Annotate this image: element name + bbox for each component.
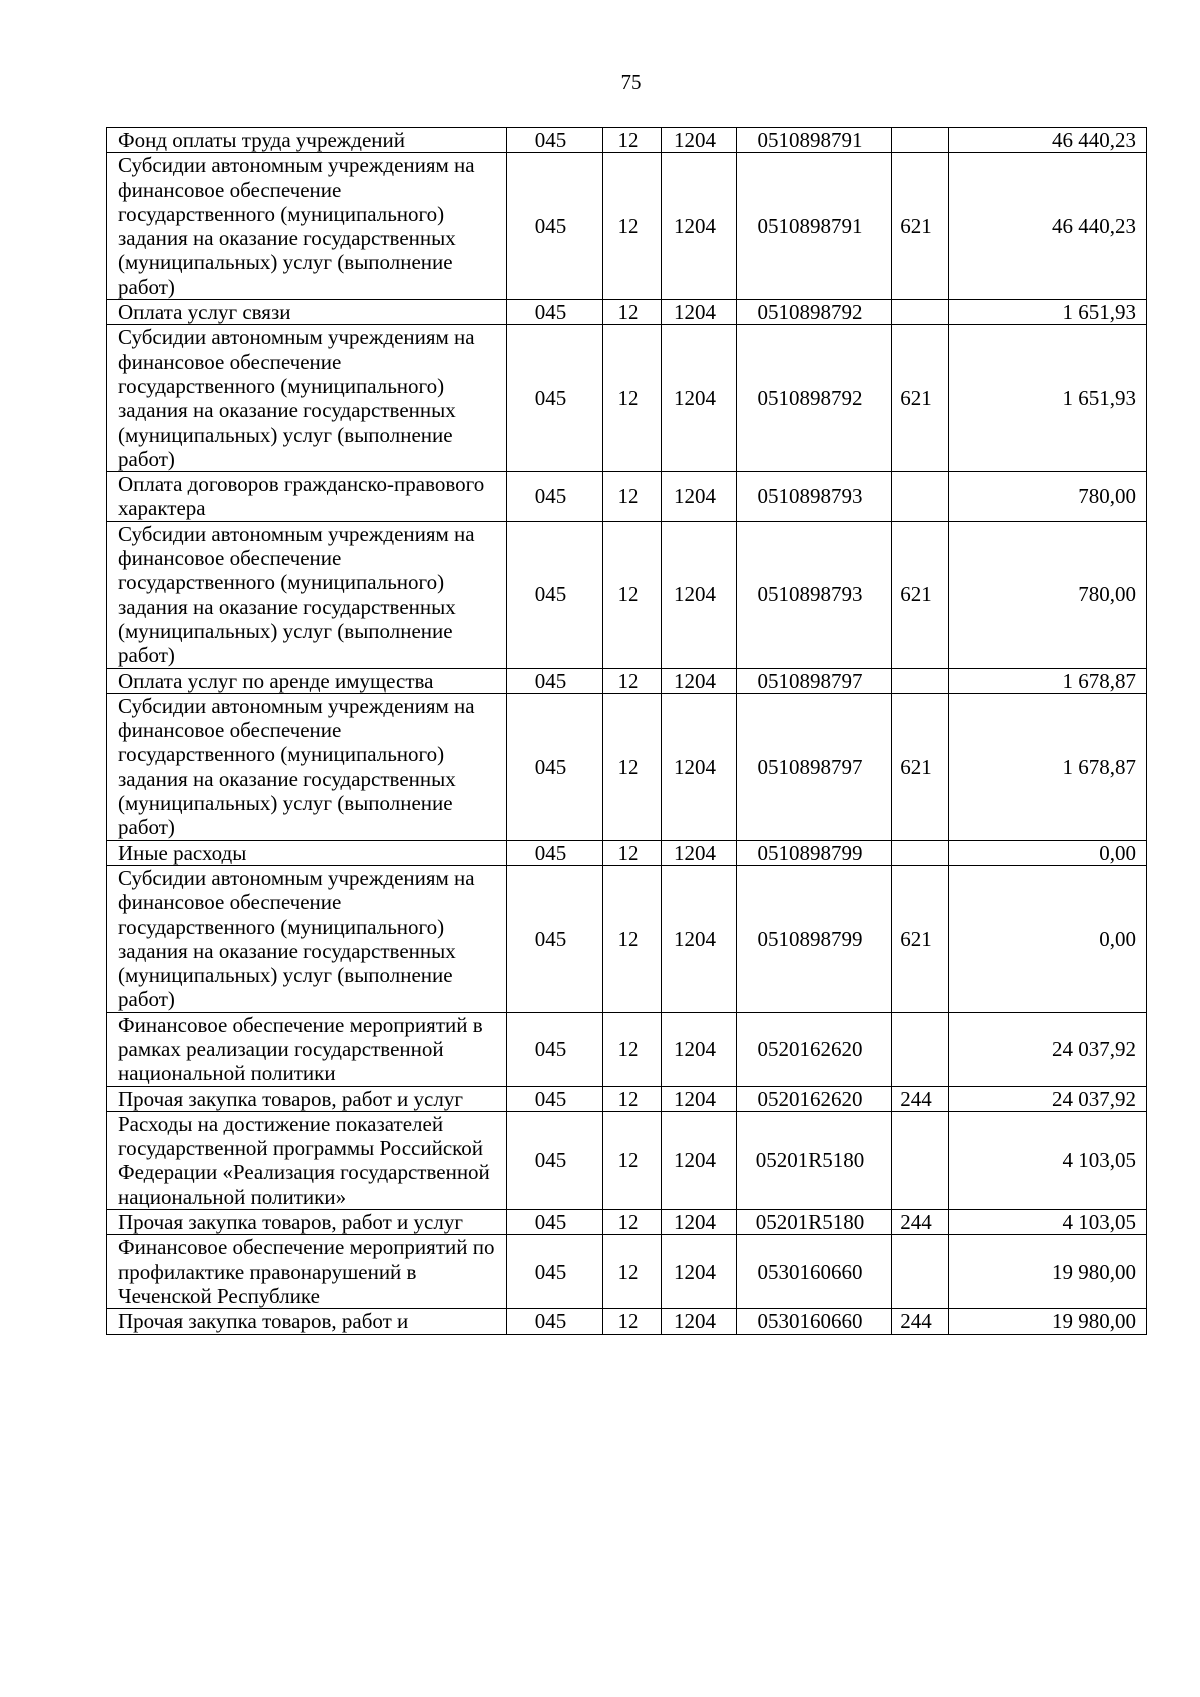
expense-type-cell: 621 (892, 325, 949, 472)
ministry-code-cell: 045 (507, 840, 603, 865)
target-article-cell: 0510898797 (737, 693, 892, 840)
target-article-cell: 0510898791 (737, 128, 892, 153)
target-article-cell: 05201R5180 (737, 1210, 892, 1235)
target-article-cell: 0510898792 (737, 325, 892, 472)
ministry-code-cell: 045 (507, 668, 603, 693)
ministry-code-cell: 045 (507, 1210, 603, 1235)
expense-type-cell (892, 1111, 949, 1209)
table-row (107, 153, 1147, 300)
target-article-cell: 05201R5180 (737, 1111, 892, 1209)
expense-name-cell: Субсидии автономным учреждениям на финансовое обеспечение государственного (муниципального) задания на оказание государственных (муниципальных) услуг (выполнение работ) (107, 521, 507, 668)
table-row (107, 1235, 1147, 1309)
table-row (107, 1012, 1147, 1086)
section-code-cell: 12 (603, 1210, 662, 1235)
amount-cell: 1 678,87 (949, 668, 1147, 693)
expense-name-cell: Субсидии автономным учреждениям на финансовое обеспечение государственного (муниципального) задания на оказание государственных (муниципальных) услуг (выполнение работ) (107, 865, 507, 1012)
ministry-code-cell: 045 (507, 865, 603, 1012)
target-article-cell: 0520162620 (737, 1086, 892, 1111)
subsection-code-cell: 1204 (662, 1111, 737, 1209)
table-row (107, 472, 1147, 522)
expense-name-cell: Расходы на достижение показателей государственной программы Российской Федерации «Реализация государственной национальной политики» (107, 1111, 507, 1209)
section-code-cell: 12 (603, 1235, 662, 1309)
expense-type-cell: 621 (892, 865, 949, 1012)
target-article-cell: 0510898799 (737, 840, 892, 865)
expense-type-cell: 621 (892, 153, 949, 300)
section-code-cell: 12 (603, 472, 662, 522)
expense-name-cell: Финансовое обеспечение мероприятий по профилактике правонарушений в Чеченской Республике (107, 1235, 507, 1309)
subsection-code-cell: 1204 (662, 472, 737, 522)
amount-cell: 1 651,93 (949, 300, 1147, 325)
target-article-cell: 0510898792 (737, 300, 892, 325)
expense-name-cell: Прочая закупка товаров, работ и (107, 1309, 507, 1334)
section-code-cell: 12 (603, 840, 662, 865)
expense-name-cell: Оплата услуг по аренде имущества (107, 668, 507, 693)
expense-type-cell: 244 (892, 1210, 949, 1235)
amount-cell: 19 980,00 (949, 1235, 1147, 1309)
table-row (107, 668, 1147, 693)
table-row (107, 840, 1147, 865)
subsection-code-cell: 1204 (662, 1012, 737, 1086)
subsection-code-cell: 1204 (662, 521, 737, 668)
subsection-code-cell: 1204 (662, 153, 737, 300)
expense-type-cell: 621 (892, 521, 949, 668)
ministry-code-cell: 045 (507, 472, 603, 522)
section-code-cell: 12 (603, 325, 662, 472)
section-code-cell: 12 (603, 693, 662, 840)
ministry-code-cell: 045 (507, 153, 603, 300)
expense-type-cell (892, 1012, 949, 1086)
subsection-code-cell: 1204 (662, 325, 737, 472)
ministry-code-cell: 045 (507, 693, 603, 840)
amount-cell: 46 440,23 (949, 153, 1147, 300)
amount-cell: 780,00 (949, 472, 1147, 522)
section-code-cell: 12 (603, 1012, 662, 1086)
subsection-code-cell: 1204 (662, 865, 737, 1012)
target-article-cell: 0510898797 (737, 668, 892, 693)
table-row (107, 1086, 1147, 1111)
expense-name-cell: Фонд оплаты труда учреждений (107, 128, 507, 153)
ministry-code-cell: 045 (507, 325, 603, 472)
expense-name-cell: Субсидии автономным учреждениям на финансовое обеспечение государственного (муниципального) задания на оказание государственных (муниципальных) услуг (выполнение работ) (107, 693, 507, 840)
section-code-cell: 12 (603, 1309, 662, 1334)
table-row (107, 300, 1147, 325)
subsection-code-cell: 1204 (662, 693, 737, 840)
ministry-code-cell: 045 (507, 300, 603, 325)
amount-cell: 0,00 (949, 865, 1147, 1012)
table-row (107, 865, 1147, 1012)
amount-cell: 780,00 (949, 521, 1147, 668)
section-code-cell: 12 (603, 668, 662, 693)
budget-table (106, 127, 1147, 1335)
section-code-cell: 12 (603, 865, 662, 1012)
subsection-code-cell: 1204 (662, 300, 737, 325)
ministry-code-cell: 045 (507, 1235, 603, 1309)
table-row (107, 325, 1147, 472)
section-code-cell: 12 (603, 1111, 662, 1209)
target-article-cell: 0520162620 (737, 1012, 892, 1086)
expense-type-cell (892, 300, 949, 325)
page-number: 75 (620, 70, 642, 94)
section-code-cell: 12 (603, 128, 662, 153)
subsection-code-cell: 1204 (662, 1235, 737, 1309)
expense-name-cell: Субсидии автономным учреждениям на финансовое обеспечение государственного (муниципального) задания на оказание государственных (муниципальных) услуг (выполнение работ) (107, 325, 507, 472)
expense-type-cell: 244 (892, 1086, 949, 1111)
ministry-code-cell: 045 (507, 1012, 603, 1086)
ministry-code-cell: 045 (507, 521, 603, 668)
expense-name-cell: Субсидии автономным учреждениям на финансовое обеспечение государственного (муниципального) задания на оказание государственных (муниципальных) услуг (выполнение работ) (107, 153, 507, 300)
budget-table-body (107, 128, 1147, 1335)
target-article-cell: 0530160660 (737, 1235, 892, 1309)
ministry-code-cell: 045 (507, 1086, 603, 1111)
expense-name-cell: Оплата услуг связи (107, 300, 507, 325)
section-code-cell: 12 (603, 1086, 662, 1111)
section-code-cell: 12 (603, 153, 662, 300)
table-row (107, 521, 1147, 668)
section-code-cell: 12 (603, 300, 662, 325)
subsection-code-cell: 1204 (662, 1210, 737, 1235)
expense-type-cell: 244 (892, 1309, 949, 1334)
expense-type-cell (892, 128, 949, 153)
expense-name-cell: Финансовое обеспечение мероприятий в рамках реализации государственной национальной политики (107, 1012, 507, 1086)
ministry-code-cell: 045 (507, 128, 603, 153)
subsection-code-cell: 1204 (662, 668, 737, 693)
subsection-code-cell: 1204 (662, 1309, 737, 1334)
expense-type-cell (892, 1235, 949, 1309)
subsection-code-cell: 1204 (662, 128, 737, 153)
table-row (107, 1210, 1147, 1235)
amount-cell: 46 440,23 (949, 128, 1147, 153)
table-row (107, 1309, 1147, 1334)
expense-name-cell: Прочая закупка товаров, работ и услуг (107, 1086, 507, 1111)
target-article-cell: 0510898793 (737, 521, 892, 668)
target-article-cell: 0510898799 (737, 865, 892, 1012)
expense-name-cell: Иные расходы (107, 840, 507, 865)
table-row (107, 693, 1147, 840)
ministry-code-cell: 045 (507, 1309, 603, 1334)
expense-name-cell: Прочая закупка товаров, работ и услуг (107, 1210, 507, 1235)
ministry-code-cell: 045 (507, 1111, 603, 1209)
amount-cell: 4 103,05 (949, 1111, 1147, 1209)
expense-type-cell (892, 668, 949, 693)
expense-type-cell (892, 840, 949, 865)
amount-cell: 24 037,92 (949, 1012, 1147, 1086)
target-article-cell: 0530160660 (737, 1309, 892, 1334)
table-row (107, 1111, 1147, 1209)
subsection-code-cell: 1204 (662, 840, 737, 865)
subsection-code-cell: 1204 (662, 1086, 737, 1111)
expense-name-cell: Оплата договоров гражданско-правового характера (107, 472, 507, 522)
section-code-cell: 12 (603, 521, 662, 668)
target-article-cell: 0510898791 (737, 153, 892, 300)
table-row (107, 128, 1147, 153)
amount-cell: 24 037,92 (949, 1086, 1147, 1111)
target-article-cell: 0510898793 (737, 472, 892, 522)
amount-cell: 1 651,93 (949, 325, 1147, 472)
expense-type-cell: 621 (892, 693, 949, 840)
expense-type-cell (892, 472, 949, 522)
amount-cell: 1 678,87 (949, 693, 1147, 840)
amount-cell: 4 103,05 (949, 1210, 1147, 1235)
amount-cell: 0,00 (949, 840, 1147, 865)
amount-cell: 19 980,00 (949, 1309, 1147, 1334)
